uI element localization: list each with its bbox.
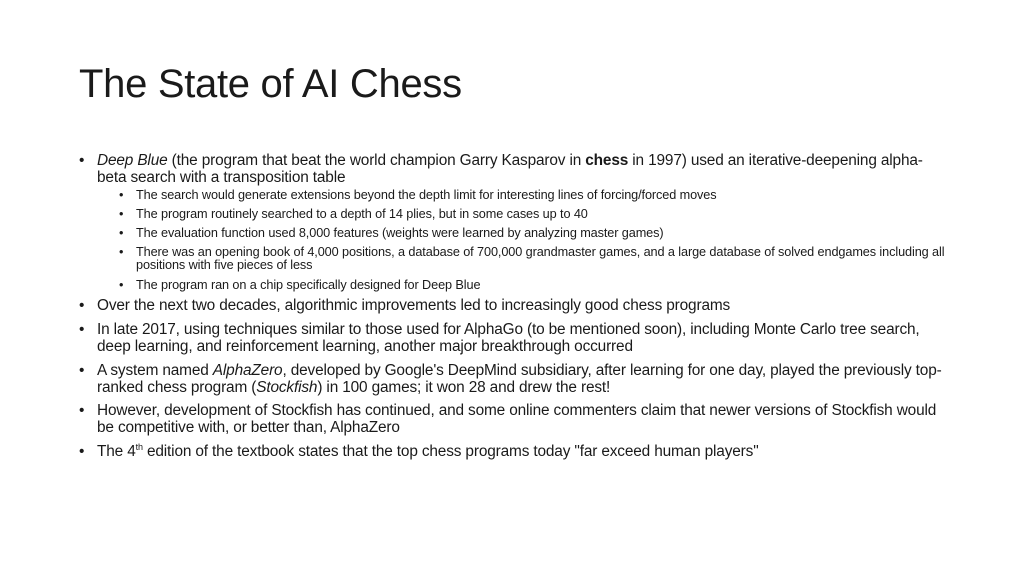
sub-bullet-text: The search would generate extensions beyond the depth limit for interesting lines of forcing/forced moves [136,187,717,202]
chess-bold: chess [585,152,629,169]
bullet-dot: • [79,321,85,339]
bullet-text: In late 2017, using techniques similar to those used for AlphaGo (to be mentioned soon), including Monte Carlo tree search, deep learning, and reinforcement learning, another major breakthrough occurred [97,321,920,355]
alphazero-italic: AlphaZero [212,361,283,379]
bullet-dot: • [79,361,85,379]
bullet-stockfish-development [79,403,945,437]
sub-bullet-dot: • [119,226,124,241]
sub-bullet [119,279,945,292]
bullet-text: ) in 100 games; it won 28 and drew the rest! [317,378,611,396]
sub-bullet-dot: • [119,245,124,260]
bullet-algorithmic-improvements [79,298,945,315]
sub-bullet-text: There was an opening book of 4,000 positions, a database of 700,000 grandmaster games, and a large database of solved endgames including all positions with five pieces of less [136,245,945,273]
bullet-dot: • [79,297,85,315]
slide-title: The State of AI Chess [79,62,462,106]
sub-bullet [119,208,945,221]
bullet-textbook-edition [79,441,945,461]
sub-bullet [119,227,945,240]
sub-bullet-text: The evaluation function used 8,000 features (weights were learned by analyzing master games) [136,226,664,241]
sub-bullet-dot: • [119,206,124,221]
sub-bullet [119,189,945,202]
sub-bullet-dot: • [119,187,124,202]
bullet-dot: • [79,152,85,169]
bullet-text: in 1997) used an iterative-deepening alpha-beta search with a transposition table [97,152,923,186]
bullet-text: The 4 [97,442,136,460]
bullet-alphazero [79,363,945,397]
bullet-deep-blue [79,153,945,291]
bullet-text: edition of the textbook states that the top chess programs today "far exceed human players" [142,442,759,460]
sub-bullet-dot: • [119,277,124,292]
sub-bullet [119,246,945,272]
bullet-text: A system named [97,361,213,379]
deep-blue-italic: Deep Blue [97,152,168,169]
bullet-text: , developed by Google's DeepMind subsidiary, after learning for one day, played the previously top-ranked chess program ( [97,361,942,396]
bullet-text: However, development of Stockfish has continued, and some online commenters claim that newer versions of Stockfish would be competitive with, or better than, AlphaZero [97,402,937,437]
stockfish-italic: Stockfish [256,378,318,396]
sub-bullet-text: The program ran on a chip specifically designed for Deep Blue [136,277,481,292]
bullet-text: Over the next two decades, algorithmic improvements led to increasingly good chess programs [97,297,731,315]
bullet-dot: • [79,402,85,420]
sub-bullet-text: The program routinely searched to a depth of 14 plies, but in some cases up to 40 [136,206,588,221]
bullet-late-2017 [79,322,945,356]
deep-blue-sublist [119,189,945,292]
bullet-dot: • [79,442,85,460]
bullet-list [79,153,945,468]
bullet-text: (the program that beat the world champion Garry Kasparov in [167,152,586,169]
ordinal-superscript: th [135,441,143,452]
